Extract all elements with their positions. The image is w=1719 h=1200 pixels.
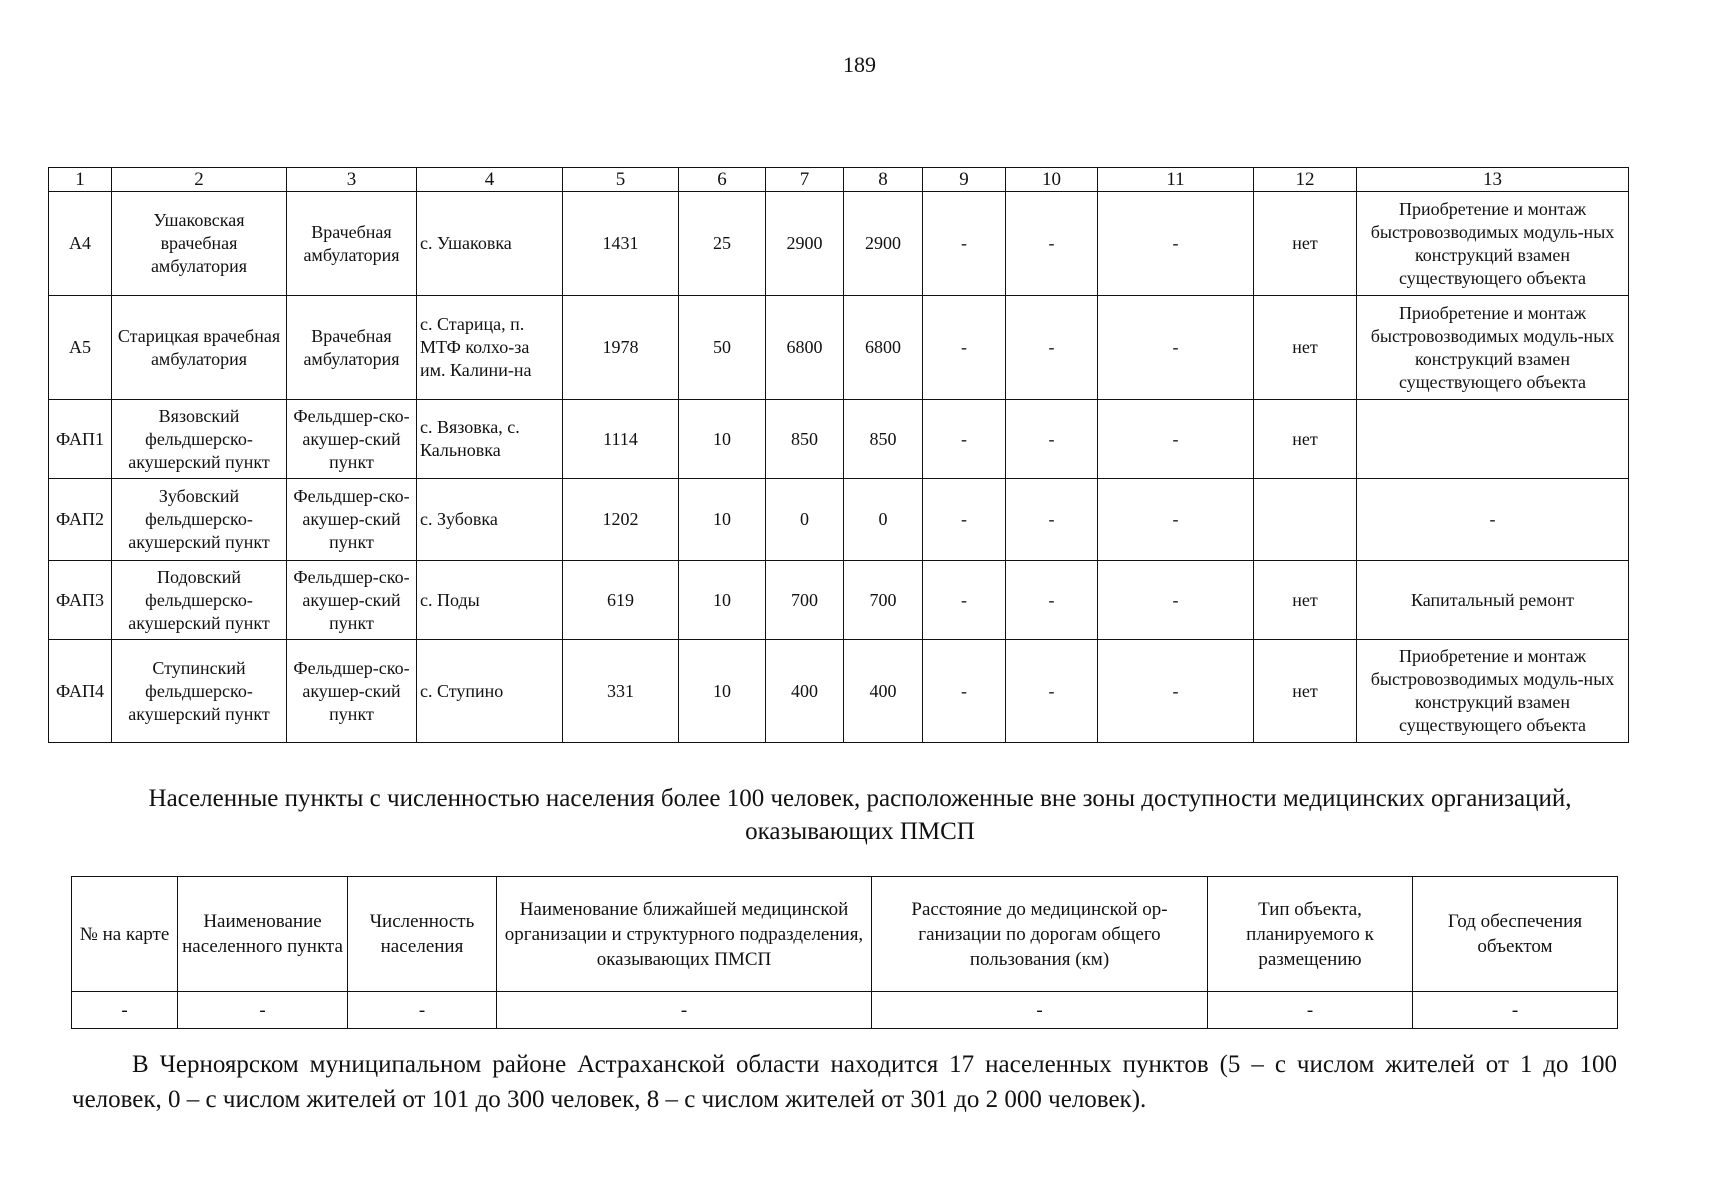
cell-c7: 850 — [766, 400, 844, 479]
cell: - — [872, 992, 1208, 1029]
cell-c9: - — [923, 192, 1006, 296]
cell-c8: 0 — [844, 479, 923, 561]
col-number: 6 — [679, 168, 766, 192]
col-number: 2 — [112, 168, 287, 192]
section-heading: Населенные пункты с численностью населения более 100 человек, расположенные вне зоны доступности медицинских организаций, оказывающих ПМСП — [148, 785, 1572, 845]
cell: - — [72, 992, 178, 1029]
cell-c8: 2900 — [844, 192, 923, 296]
cell-type: Фельдшер-ско-акушер-ский пункт — [287, 640, 417, 743]
header-map-number: № на карте — [72, 877, 178, 992]
cell-type: Фельдшер-ско-акушер-ский пункт — [287, 400, 417, 479]
cell-c6: 10 — [679, 400, 766, 479]
body-paragraph: В Черноярском муниципальном районе Астраханской области находится 17 населенных пунктов (5 – с числом жителей от 1 до 100 человек, 0 – с числом жителей от 101 до 300 человек, 8 – с числом жителей от 301 до 2 000 человек). — [72, 1051, 1617, 1113]
table-row — [72, 992, 1618, 1029]
cell-c13: Приобретение и монтаж быстровозводимых модуль-ных конструкций взамен существующего объекта — [1357, 640, 1629, 743]
table-row — [49, 640, 1629, 743]
cell-c11: - — [1098, 296, 1254, 400]
cell-c6: 25 — [679, 192, 766, 296]
cell: - — [497, 992, 872, 1029]
cell-c9: - — [923, 640, 1006, 743]
cell-settlement: с. Зубовка — [417, 479, 563, 561]
table-row — [49, 296, 1629, 400]
cell-c10: - — [1006, 640, 1098, 743]
cell-c11: - — [1098, 640, 1254, 743]
cell: - — [1208, 992, 1413, 1029]
cell-c6: 10 — [679, 640, 766, 743]
cell-id: ФАП2 — [49, 479, 112, 561]
table-row — [49, 479, 1629, 561]
cell-c5: 1978 — [563, 296, 679, 400]
cell-id: ФАП3 — [49, 561, 112, 640]
cell-id: А5 — [49, 296, 112, 400]
col-number: 12 — [1254, 168, 1357, 192]
cell-c9: - — [923, 400, 1006, 479]
cell-c6: 50 — [679, 296, 766, 400]
cell-settlement: с. Поды — [417, 561, 563, 640]
col-number: 13 — [1357, 168, 1629, 192]
cell-c13: Приобретение и монтаж быстровозводимых модуль-ных конструкций взамен существующего объекта — [1357, 192, 1629, 296]
header-year: Год обеспечения объектом — [1413, 877, 1618, 992]
cell-c11: - — [1098, 192, 1254, 296]
cell-name: Зубовский фельдшерско-акушерский пункт — [112, 479, 287, 561]
cell-name: Подовский фельдшерско-акушерский пункт — [112, 561, 287, 640]
cell-c13: Приобретение и монтаж быстровозводимых модуль-ных конструкций взамен существующего объекта — [1357, 296, 1629, 400]
cell-settlement: с. Вязовка, с. Кальновка — [417, 400, 563, 479]
cell-c7: 6800 — [766, 296, 844, 400]
cell-name: Ступинский фельдшерско-акушерский пункт — [112, 640, 287, 743]
cell: - — [1413, 992, 1618, 1029]
cell-c9: - — [923, 561, 1006, 640]
cell-type: Фельдшер-ско-акушер-ский пункт — [287, 479, 417, 561]
column-number-row — [49, 168, 1629, 192]
header-settlement-name: Наименование населенного пункта — [178, 877, 348, 992]
cell-c10: - — [1006, 400, 1098, 479]
cell-c10: - — [1006, 296, 1098, 400]
cell-c8: 700 — [844, 561, 923, 640]
cell-id: А4 — [49, 192, 112, 296]
cell-c5: 1202 — [563, 479, 679, 561]
cell-name: Вязовский фельдшерско-акушерский пункт — [112, 400, 287, 479]
cell-id: ФАП1 — [49, 400, 112, 479]
cell: - — [178, 992, 348, 1029]
cell-c6: 10 — [679, 561, 766, 640]
cell-c13: - — [1357, 479, 1629, 561]
cell-c13 — [1357, 400, 1629, 479]
table-row — [49, 400, 1629, 479]
header-distance: Расстояние до медицинской ор-ганизации по дорогам общего пользования (км) — [872, 877, 1208, 992]
table-row — [49, 192, 1629, 296]
col-number: 3 — [287, 168, 417, 192]
cell-settlement: с. Старица, п. МТФ колхо-за им. Калини-на — [417, 296, 563, 400]
cell-c10: - — [1006, 479, 1098, 561]
cell-c13: Капитальный ремонт — [1357, 561, 1629, 640]
cell-c7: 0 — [766, 479, 844, 561]
cell-id: ФАП4 — [49, 640, 112, 743]
cell-type: Врачебная амбулатория — [287, 296, 417, 400]
cell-name: Старицкая врачебная амбулатория — [112, 296, 287, 400]
cell-settlement: с. Ступино — [417, 640, 563, 743]
col-number: 4 — [417, 168, 563, 192]
col-number: 10 — [1006, 168, 1098, 192]
cell-c7: 400 — [766, 640, 844, 743]
cell-c5: 1114 — [563, 400, 679, 479]
col-number: 11 — [1098, 168, 1254, 192]
cell-c12: нет — [1254, 296, 1357, 400]
cell-c10: - — [1006, 192, 1098, 296]
cell-c10: - — [1006, 561, 1098, 640]
cell-c7: 700 — [766, 561, 844, 640]
header-nearest-organization: Наименование ближайшей медицинской организации и структурного подразделения, оказывающих ПМСП — [497, 877, 872, 992]
cell-name: Ушаковская врачебная амбулатория — [112, 192, 287, 296]
cell-type: Фельдшер-ско-акушер-ский пункт — [287, 561, 417, 640]
cell-c6: 10 — [679, 479, 766, 561]
settlements-outside-access-table — [71, 876, 1618, 1029]
table-row — [49, 561, 1629, 640]
cell-c12: нет — [1254, 561, 1357, 640]
cell-c12 — [1254, 479, 1357, 561]
cell-c8: 850 — [844, 400, 923, 479]
col-number: 5 — [563, 168, 679, 192]
cell-c12: нет — [1254, 640, 1357, 743]
cell-c5: 619 — [563, 561, 679, 640]
page-number: 189 — [843, 52, 876, 77]
cell-c5: 331 — [563, 640, 679, 743]
cell-c5: 1431 — [563, 192, 679, 296]
col-number: 1 — [49, 168, 112, 192]
cell-c11: - — [1098, 400, 1254, 479]
cell-c9: - — [923, 479, 1006, 561]
header-population: Численность населения — [348, 877, 497, 992]
col-number: 7 — [766, 168, 844, 192]
cell-settlement: с. Ушаковка — [417, 192, 563, 296]
cell-type: Врачебная амбулатория — [287, 192, 417, 296]
cell-c9: - — [923, 296, 1006, 400]
cell: - — [348, 992, 497, 1029]
cell-c11: - — [1098, 561, 1254, 640]
cell-c12: нет — [1254, 400, 1357, 479]
cell-c12: нет — [1254, 192, 1357, 296]
cell-c8: 6800 — [844, 296, 923, 400]
cell-c11: - — [1098, 479, 1254, 561]
facilities-table — [48, 167, 1629, 743]
header-object-type: Тип объекта, планируемого к размещению — [1208, 877, 1413, 992]
header-row — [72, 877, 1618, 992]
cell-c7: 2900 — [766, 192, 844, 296]
col-number: 9 — [923, 168, 1006, 192]
cell-c8: 400 — [844, 640, 923, 743]
col-number: 8 — [844, 168, 923, 192]
